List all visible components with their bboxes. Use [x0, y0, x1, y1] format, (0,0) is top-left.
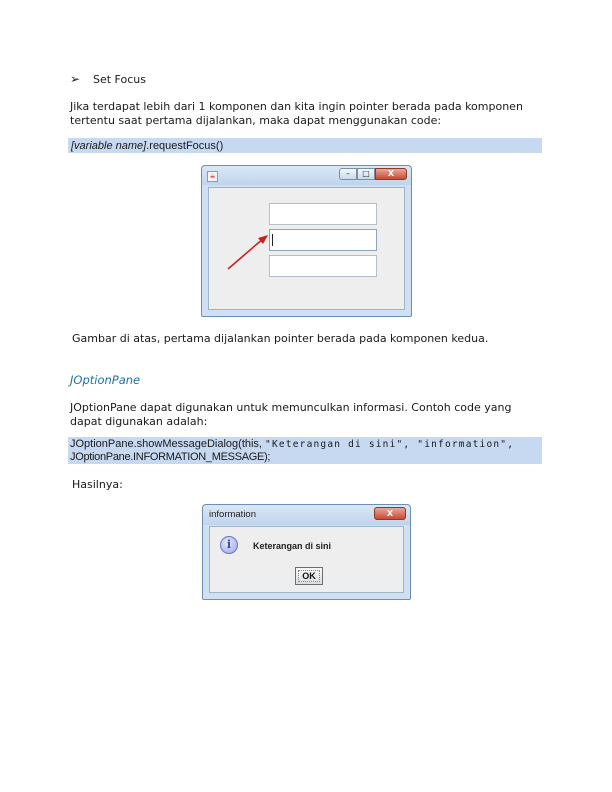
ok-button[interactable]: OK — [295, 567, 323, 585]
window-titlebar — [202, 166, 411, 185]
information-dialog — [202, 504, 411, 600]
text-field-3[interactable] — [269, 255, 377, 277]
paragraph-line: Jika terdapat lebih dari 1 komponen dan kita ingin pointer berada pada komponen — [70, 100, 523, 113]
close-button[interactable]: X — [375, 168, 407, 180]
section-heading: JOptionPane — [70, 373, 141, 387]
information-icon: i — [220, 536, 238, 554]
code-call: JOptionPane.showMessageDialog(this, — [70, 438, 266, 450]
code-request-focus — [71, 139, 223, 153]
dialog-message: Keterangan di sini — [253, 541, 332, 551]
text-field-2-focused[interactable] — [269, 229, 377, 251]
paragraph-line: JOptionPane dapat digunakan untuk memunculkan informasi. Contoh code yang — [70, 401, 512, 414]
dialog-close-button[interactable]: X — [374, 507, 406, 520]
paragraph-line: tertentu saat pertama dijalankan, maka dapat menggunakan code: — [70, 114, 442, 127]
paragraph-caption: Gambar di atas, pertama dijalankan pointer berada pada komponen kedua. — [72, 332, 489, 345]
bullet-arrow-icon: ➢ — [70, 72, 81, 86]
red-arrow-annotation — [220, 225, 280, 275]
code-method: .requestFocus() — [146, 140, 224, 152]
result-label: Hasilnya: — [72, 478, 123, 491]
dialog-titlebar — [203, 505, 410, 525]
arrow-shaft — [228, 238, 264, 269]
window-controls — [339, 168, 407, 181]
java-app-icon: ☕ — [207, 171, 218, 182]
maximize-button[interactable]: □ — [357, 168, 375, 180]
text-field-1[interactable] — [269, 203, 377, 225]
minimize-button[interactable]: – — [339, 168, 357, 180]
code-line: JOptionPane.INFORMATION_MESSAGE); — [70, 451, 271, 463]
paragraph-line: dapat digunakan adalah: — [70, 415, 208, 428]
code-args: "Keterangan di sini", "information", — [265, 439, 515, 450]
bullet-set-focus: Set Focus — [93, 73, 146, 86]
dialog-content — [209, 526, 404, 593]
dialog-title: information — [209, 509, 256, 520]
code-variable-placeholder: [variable name] — [71, 140, 147, 152]
